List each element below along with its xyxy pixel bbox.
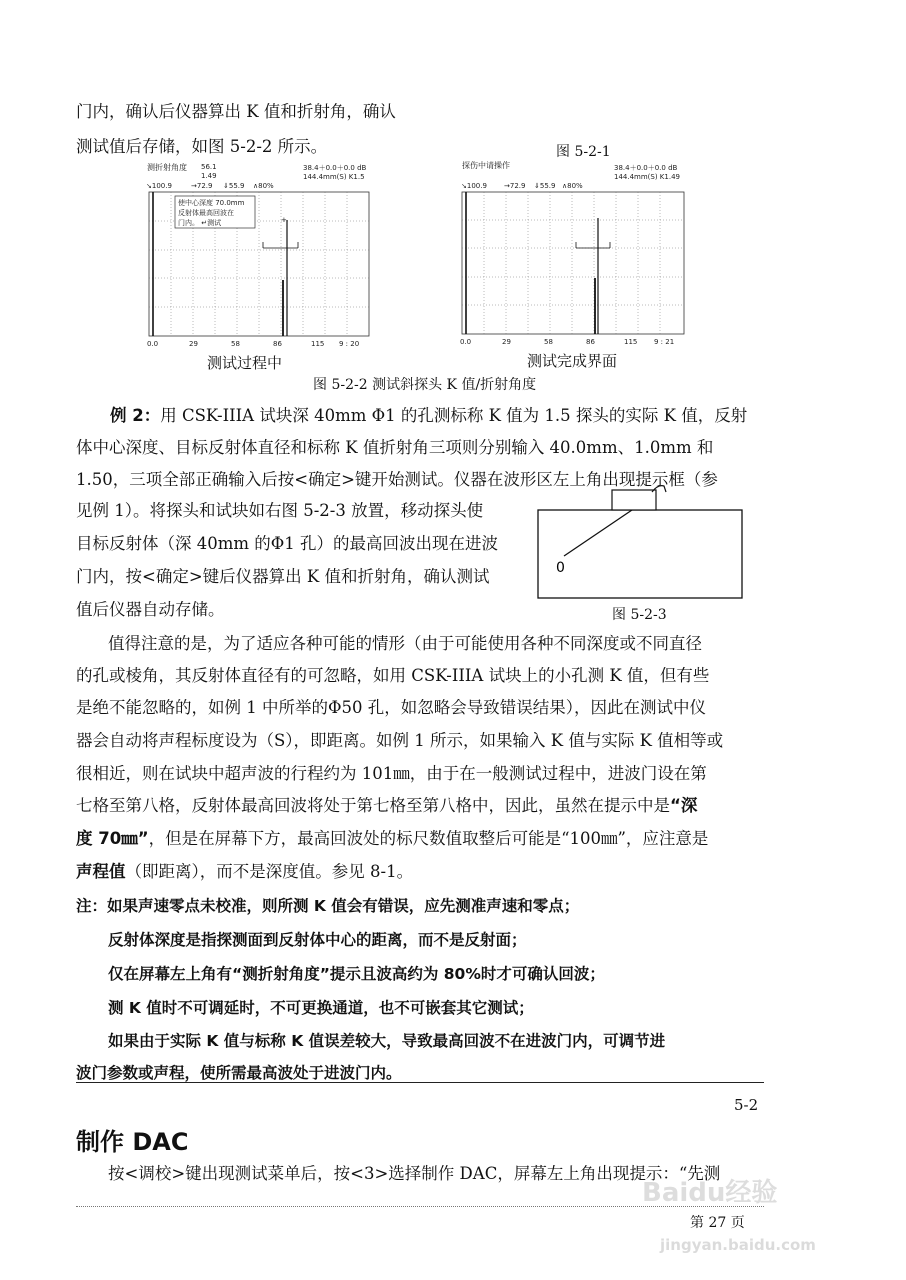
example2-line-6: 门内，按<确定>键后仪器算出 K 值和折射角，确认测试: [76, 567, 490, 586]
example2-line-4: 见例 1）。将探头和试块如右图 5-2-3 放置，移动探头使: [76, 501, 484, 520]
scope-right-readout-1: ↘100.9: [461, 182, 487, 190]
scope-left-val2: 1.49: [201, 172, 217, 180]
watermark-logo: Baidu经验: [642, 1178, 778, 1208]
section-title: 制作 DAC: [76, 1128, 189, 1156]
test-block: [538, 510, 742, 598]
example2-line-2: 体中心深度、目标反射体直径和标称 K 值折射角三项则分别输入 40.0mm、1.0mm 和: [76, 438, 714, 457]
scope-left-caption: 测试过程中: [207, 354, 283, 372]
scope-right-tick-2: 29: [502, 338, 511, 346]
scope-left-tick-5: 115: [311, 340, 325, 348]
figure-5-2-1-label: 图 5-2-1: [556, 144, 611, 160]
scope-left-range: 144.4mm(S) K1.5: [303, 173, 365, 181]
scope-left-tick-3: 58: [231, 340, 240, 348]
example2-text-1: 用 CSK-IIIA 试块深 40mm Φ1 的孔测标称 K 值为 1.5 探头的实际 K 值，反射: [160, 406, 748, 425]
scope-right-tick-3: 58: [544, 338, 553, 346]
note-2: 反射体深度是指探测面到反射体中心的距离，而不是反射面；: [108, 931, 527, 949]
scope-left-readout-4: ∧80%: [253, 182, 274, 190]
intro-line-1: 门内，确认后仪器算出 K 值和折射角，确认: [76, 102, 396, 121]
scope-left-tick-4: 86: [273, 340, 282, 348]
scope-left-prompt-2: 反射体最高回波在: [178, 209, 234, 217]
scope-right-tick-6: 9 : 21: [654, 338, 675, 346]
intro-line-2: 测试值后存储，如图 5-2-2 所示。: [76, 137, 328, 156]
scope-right-readout-3: ⇓55.9: [534, 182, 556, 190]
notice-line-8: [76, 858, 413, 882]
figure-5-2-3-label: 图 5-2-3: [612, 607, 667, 623]
scope-left-readout-3: ⇓55.9: [223, 182, 245, 190]
scope-left-readout-2: →72.9: [191, 182, 213, 190]
reflector-hole: 0: [556, 560, 565, 576]
scope-left-title: 测折射角度: [147, 163, 187, 172]
scope-right-tick-4: 86: [586, 338, 595, 346]
notice-line-3: 是绝不能忽略的，如例 1 中所举的Φ50 孔，如忽略会导致错误结果），因此在测试中仪: [76, 698, 707, 717]
notice-line-2: 的孔或棱角，其反射体直径有的可忽略，如用 CSK-IIIA 试块上的小孔测 K 值，但有些: [76, 666, 710, 685]
probe: [612, 490, 656, 510]
notice-line-5: 很相近，则在试块中超声波的行程约为 101㎜，由于在一般测试过程中，进波门设在第: [76, 764, 707, 783]
notice-line-7a: 度 70㎜”: [76, 829, 149, 848]
example2-line-5: 目标反射体（深 40mm 的Φ1 孔）的最高回波出现在进波: [76, 534, 499, 553]
section-line-1: 按<调校>键出现测试菜单后，按<3>选择制作 DAC，屏幕左上角出现提示：“先测: [108, 1164, 721, 1183]
scope-left-marker: +: [281, 216, 287, 224]
page-number: 第 27 页: [690, 1215, 745, 1231]
notice-line-7b: ，但是在屏幕下方，最高回波处的标尺数值取整后可能是“100㎜”，应注意是: [148, 829, 709, 848]
notice-line-1: 值得注意的是，为了适应各种可能的情形（由于可能使用各种不同深度或不同直径: [108, 634, 702, 653]
note-4: 测 K 值时不可调延时，不可更换通道，也不可嵌套其它测试；: [108, 999, 534, 1017]
watermark-url: jingyan.baidu.com: [660, 1236, 816, 1254]
example2-line-7: 值后仪器自动存储。: [76, 600, 225, 619]
scope-left-readout-1: ↘100.9: [146, 182, 172, 190]
note-5: 如果由于实际 K 值与标称 K 值误差较大，导致最高回波不在进波门内，可调节进: [108, 1032, 666, 1050]
scope-right-gain: 38.4＋0.0＋0.0 dB: [614, 164, 678, 172]
scope-right-readout-4: ∧80%: [562, 182, 583, 190]
scope-right-grid: [462, 192, 684, 334]
scope-right-caption: 测试完成界面: [527, 352, 618, 370]
scope-right-tick-5: 115: [624, 338, 638, 346]
scope-left-gain: 38.4＋0.0＋0.0 dB: [303, 164, 367, 172]
sound-beam: [564, 510, 632, 556]
scope-left-tick-6: 9 : 20: [339, 340, 360, 348]
scope-right-readout-2: →72.9: [504, 182, 526, 190]
example2-line-3: 1.50，三项全部正确输入后按<确定>键开始测试。仪器在波形区左上角出现提示框（参: [76, 470, 718, 489]
scope-left-tick-2: 29: [189, 340, 198, 348]
note-3: 仅在屏幕左上角有“测折射角度”提示且波高约为 80%时才可确认回波；: [108, 965, 605, 983]
notice-line-8b: （即距离），而不是深度值。参见 8-1。: [125, 862, 414, 881]
note-1: 注：如果声速零点未校准，则所测 K 值会有错误，应先测准声速和零点；: [76, 897, 580, 915]
scope-left-prompt-3: 门内。 ↵测试: [178, 219, 222, 227]
note-6: 波门参数或声程，使所需最高波处于进波门内。: [76, 1064, 402, 1082]
figure-5-2-2-caption: 图 5-2-2 测试斜探头 K 值/折射角度: [313, 377, 537, 393]
section-number: 5-2: [734, 1096, 759, 1114]
scope-right-frame: [462, 192, 684, 334]
notice-line-4: 器会自动将声程标度设为（S），即距离。如例 1 所示，如果输入 K 值与实际 K 值相等或: [76, 731, 724, 750]
notice-line-8a: 声程值: [76, 862, 126, 881]
notice-line-6: [76, 792, 697, 816]
scope-screen-complete: [458, 158, 690, 348]
scope-left-val1: 56.1: [201, 163, 217, 171]
figure-5-2-3-diagram: [534, 482, 764, 606]
scope-left-prompt-1: 使中心深度 70.0mm: [178, 199, 245, 207]
scope-right-tick-1: 0.0: [460, 338, 472, 346]
notice-line-6b: “深: [670, 796, 698, 815]
section-divider: [76, 1082, 764, 1083]
notice-line-6a: 七格至第八格，反射体最高回波将处于第七格至第八格中，因此，虽然在提示中是: [76, 796, 670, 815]
scope-screen-testing: [143, 160, 375, 350]
example2-line-1: [110, 402, 747, 426]
notice-line-7: [76, 825, 708, 849]
scope-right-title: 探伤中请操作: [462, 161, 510, 170]
example2-label: 例 2：: [110, 406, 161, 425]
scope-left-tick-1: 0.0: [147, 340, 159, 348]
scope-right-range: 144.4mm(S) K1.49: [614, 173, 680, 181]
